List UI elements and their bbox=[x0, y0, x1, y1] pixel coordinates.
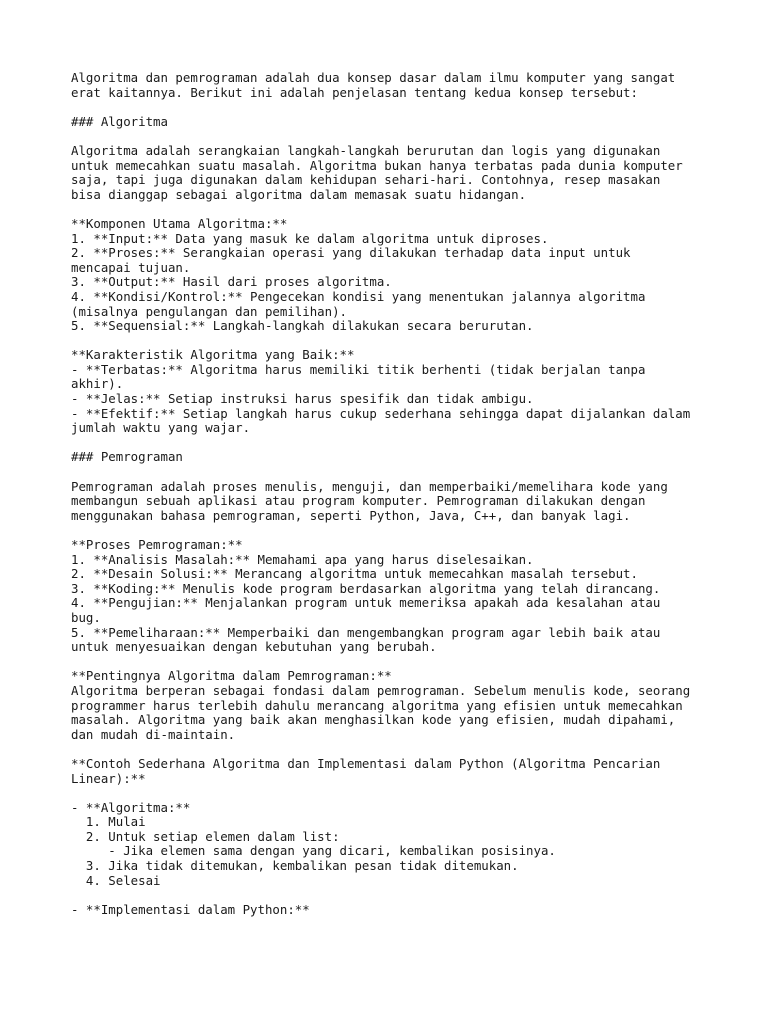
text-line bbox=[71, 202, 761, 217]
text-line: 5. **Pemeliharaan:** Memperbaiki dan mengembangkan program agar lebih baik atau bbox=[71, 624, 661, 640]
text-line bbox=[71, 655, 761, 670]
text-line: Algoritma berperan sebagai fondasi dalam pemrograman. Sebelum menulis kode, seorang bbox=[71, 682, 691, 698]
text-line: 5. **Sequensial:** Langkah-langkah dilakukan secara berurutan. bbox=[71, 318, 534, 334]
text-line: **Karakteristik Algoritma yang Baik:** bbox=[71, 347, 355, 363]
text-line: 1. Mulai bbox=[71, 814, 146, 830]
text-line: ### Algoritma bbox=[71, 113, 168, 129]
text-line: mencapai tujuan. bbox=[71, 259, 191, 275]
text-line: masalah. Algoritma yang baik akan menghasilkan kode yang efisien, mudah dipahami, bbox=[71, 712, 676, 728]
text-line bbox=[71, 465, 761, 480]
text-line: 2. **Desain Solusi:** Merancang algoritma untuk memecahkan masalah tersebut. bbox=[71, 566, 638, 582]
text-line: Algoritma adalah serangkaian langkah-langkah berurutan dan logis yang digunakan bbox=[71, 142, 661, 158]
text-line: 1. **Analisis Masalah:** Memahami apa yang harus diselesaikan. bbox=[71, 551, 534, 567]
document-page bbox=[71, 71, 761, 917]
text-line: erat kaitannya. Berikut ini adalah penjelasan tentang kedua konsep tersebut: bbox=[71, 84, 638, 100]
text-line: bisa dianggap sebagai algoritma dalam memasak suatu hidangan. bbox=[71, 186, 527, 202]
text-line: **Komponen Utama Algoritma:** bbox=[71, 215, 288, 231]
text-line: saja, tapi juga digunakan dalam kehidupan sehari-hari. Contohnya, resep masakan bbox=[71, 172, 661, 188]
text-line: - **Terbatas:** Algoritma harus memiliki titik berhenti (tidak berjalan tanpa bbox=[71, 361, 646, 377]
text-line bbox=[71, 129, 761, 144]
text-line bbox=[71, 100, 761, 115]
text-line: programmer harus terlebih dahulu merancang algoritma yang efisien untuk memecahkan bbox=[71, 697, 683, 713]
text-line: 1. **Input:** Data yang masuk ke dalam algoritma untuk diproses. bbox=[71, 230, 549, 246]
text-line bbox=[71, 742, 761, 757]
text-line: ### Pemrograman bbox=[71, 449, 183, 465]
text-line bbox=[71, 786, 761, 801]
text-line: - **Efektif:** Setiap langkah harus cukup sederhana sehingga dapat dijalankan dalam bbox=[71, 405, 691, 421]
text-line: menggunakan bahasa pemrograman, seperti Python, Java, C++, dan banyak lagi. bbox=[71, 507, 631, 523]
text-line: (misalnya pengulangan dan pemilihan). bbox=[71, 303, 348, 319]
text-line bbox=[71, 436, 761, 451]
text-line: dan mudah di-maintain. bbox=[71, 726, 236, 742]
text-line: 3. Jika tidak ditemukan, kembalikan pesan tidak ditemukan. bbox=[71, 858, 519, 874]
text-line: membangun sebuah aplikasi atau program komputer. Pemrograman dilakukan dengan bbox=[71, 493, 646, 509]
text-line: **Contoh Sederhana Algoritma dan Implementasi dalam Python (Algoritma Pencarian bbox=[71, 755, 661, 771]
text-line: akhir). bbox=[71, 376, 124, 392]
text-line bbox=[71, 523, 761, 538]
text-line: **Proses Pemrograman:** bbox=[71, 537, 243, 552]
text-line: 4. Selesai bbox=[71, 872, 161, 888]
text-line: Pemrograman adalah proses menulis, menguji, dan memperbaiki/memelihara kode yang bbox=[71, 478, 668, 494]
text-line: 2. Untuk setiap elemen dalam list: bbox=[71, 828, 340, 844]
text-line bbox=[71, 334, 761, 349]
text-line: **Pentingnya Algoritma dalam Pemrograman:** bbox=[71, 668, 392, 684]
text-line: - **Jelas:** Setiap instruksi harus spesifik dan tidak ambigu. bbox=[71, 391, 534, 407]
text-line: - **Algoritma:** bbox=[71, 799, 191, 815]
text-line: bug. bbox=[71, 609, 101, 625]
text-line: Algoritma dan pemrograman adalah dua konsep dasar dalam ilmu komputer yang sangat bbox=[71, 70, 676, 85]
text-line: 3. **Output:** Hasil dari proses algoritma. bbox=[71, 274, 392, 290]
text-line: Linear):** bbox=[71, 770, 146, 786]
text-line: untuk menyesuaikan dengan kebutuhan yang berubah. bbox=[71, 639, 437, 655]
text-line: untuk memecahkan suatu masalah. Algoritma bukan hanya terbatas pada dunia komputer bbox=[71, 157, 683, 173]
text-line bbox=[71, 888, 761, 903]
text-line: - **Implementasi dalam Python:** bbox=[71, 901, 310, 917]
text-line: - Jika elemen sama dengan yang dicari, kembalikan posisinya. bbox=[71, 843, 556, 859]
text-line: 4. **Kondisi/Kontrol:** Pengecekan kondisi yang menentukan jalannya algoritma bbox=[71, 288, 646, 304]
text-line: jumlah waktu yang wajar. bbox=[71, 420, 251, 436]
text-line: 3. **Koding:** Menulis kode program berdasarkan algoritma yang telah dirancang. bbox=[71, 580, 661, 596]
text-line: 4. **Pengujian:** Menjalankan program untuk memeriksa apakah ada kesalahan atau bbox=[71, 595, 661, 611]
text-line: 2. **Proses:** Serangkaian operasi yang dilakukan terhadap data input untuk bbox=[71, 245, 631, 261]
